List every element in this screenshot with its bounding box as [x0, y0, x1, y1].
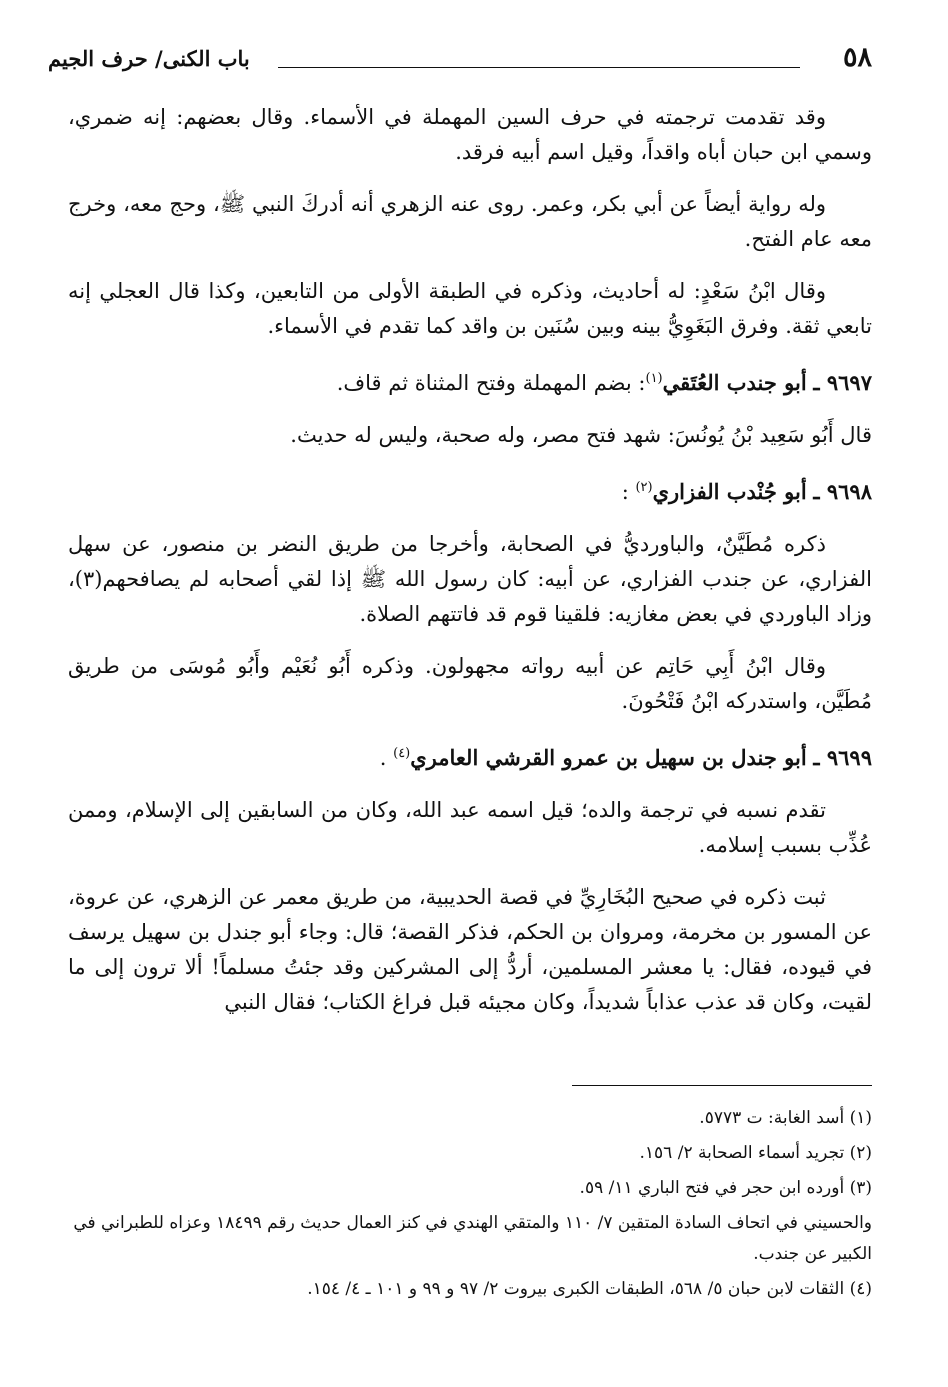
entry-line — [68, 418, 872, 453]
header-rule — [278, 67, 800, 68]
entry-name: أبو جُنْدب الفزاري — [652, 479, 807, 504]
paragraph: وقد تقدمت ترجمته في حرف السين المهملة في الأسماء. وقال بعضهم: إنه ضمري، وسمي ابن حبان أباه واقداً، وقيل اسم أبيه فرقد. — [68, 105, 872, 164]
entry-name: أبو جندل بن سهيل بن عمرو القرشي العامري — [410, 745, 807, 770]
paragraph: ثبت ذكره في صحيح البُخَارِيِّ في قصة الحديبية، من طريق معمر عن الزهري، عن عروة، عن المسور بن مخرمة، ومروان بن الحكم، فذكر القصة؛ قال: وجاء أبو جندل بن سهيل يرسف في قيوده، فقال: يا معشر المسلمين، أردُّ إلى المشركين وقد جئتُ مسلماً! ألا ترون إلى ما لقيت، وكان قد عذب عذاباً شديداً، وكان مجيئه قبل فراغ الكتاب؛ فقال النبي — [68, 885, 872, 1014]
entry-rest: : — [621, 480, 636, 504]
main-text — [68, 100, 872, 1037]
running-title: باب الكنى/ حرف الجيم — [48, 46, 250, 71]
entry-rest: . — [379, 746, 394, 770]
footnote-rule — [572, 1085, 872, 1086]
paragraph: ذكره مُطَيَّنٌ، والباورديُّ في الصحابة، وأخرجا من طريق النضر بن منصور، عن سهل الفزاري، عن جندب الفزاري، عن أبيه: كان رسول الله ﷺ إذا لقي أصحابه لم يصافحهم(٣)، وزاد الباوردي في بعض مغازيه: فلقينا قوم قد فاتتهم الصلاة. — [68, 532, 872, 626]
entry-number: ٩٦٩٨ ـ — [813, 479, 872, 504]
entry-number: ٩٦٩٧ ـ — [813, 370, 872, 395]
entry-rest: قال أَبُو سَعِيد بْنُ يُونُسَ: شهد فتح مصر، وله صحبة، وليس له حديث. — [290, 423, 872, 447]
entry-heading — [68, 736, 872, 776]
footnote: (١) أسد الغابة: ت ٥٧٧٣. — [699, 1108, 872, 1128]
footnote-ref: (١) — [645, 371, 663, 386]
footnote: (٣) أورده ابن حجر في فتح الباري ١١/ ٥٩. — [579, 1178, 872, 1198]
footnote: (٤) الثقات لابن حبان ٥/ ٥٦٨، الطبقات الكبرى بيروت ٢/ ٩٧ و ٩٩ و ١٠١ ـ ٤/ ١٥٤. — [307, 1279, 872, 1299]
paragraph: وقال ابْنُ سَعْدٍ: له أحاديث، وذكره في الطبقة الأولى من التابعين، وكذا قال العجلي إنه تابعي ثقة. وفرق البَغَوِيُّ بينه وبين سُنَين بن واقد كما تقدم في الأسماء. — [68, 279, 872, 338]
page-header — [48, 40, 872, 80]
paragraph: تقدم نسبه في ترجمة والده؛ قيل اسمه عبد الله، وكان من السابقين إلى الإسلام، وممن عُذِّب بسبب إسلامه. — [68, 798, 872, 857]
page-number: ٥٨ — [842, 42, 872, 73]
footnote-continuation: والحسيني في اتحاف السادة المتقين ٧/ ١١٠ والمتقي الهندي في كنز العمال حديث رقم ١٨٤٩٩ وعزاه للطبراني في الكبير عن جندب. — [73, 1213, 872, 1264]
footnote-ref: (٢) — [635, 480, 653, 495]
entry-name: أبو جندب العُتَقي — [662, 370, 807, 395]
entry-number: ٩٦٩٩ ـ — [813, 745, 872, 770]
footnote-ref: (٤) — [393, 746, 411, 761]
entry-heading — [68, 361, 872, 401]
paragraph: وله رواية أيضاً عن أبي بكر، وعمر. روى عنه الزهري أنه أدركَ النبي ﷺ، وحج معه، وخرج معه عام الفتح. — [68, 192, 872, 251]
entry-heading — [68, 470, 872, 510]
entry-rest: : بضم المهملة وفتح المثناة ثم قاف. — [336, 371, 646, 395]
footnote: (٢) تجريد أسماء الصحابة ٢/ ١٥٦. — [639, 1143, 872, 1163]
paragraph: وقال ابْنُ أَبِي حَاتِم عن أبيه رواته مجهولون. وذكره أَبُو نُعَيْم وأَبُو مُوسَى من طريق مُطَيَّن، واستدركه ابْنُ فَتْحُونَ. — [68, 654, 872, 713]
footnotes — [68, 1103, 872, 1309]
